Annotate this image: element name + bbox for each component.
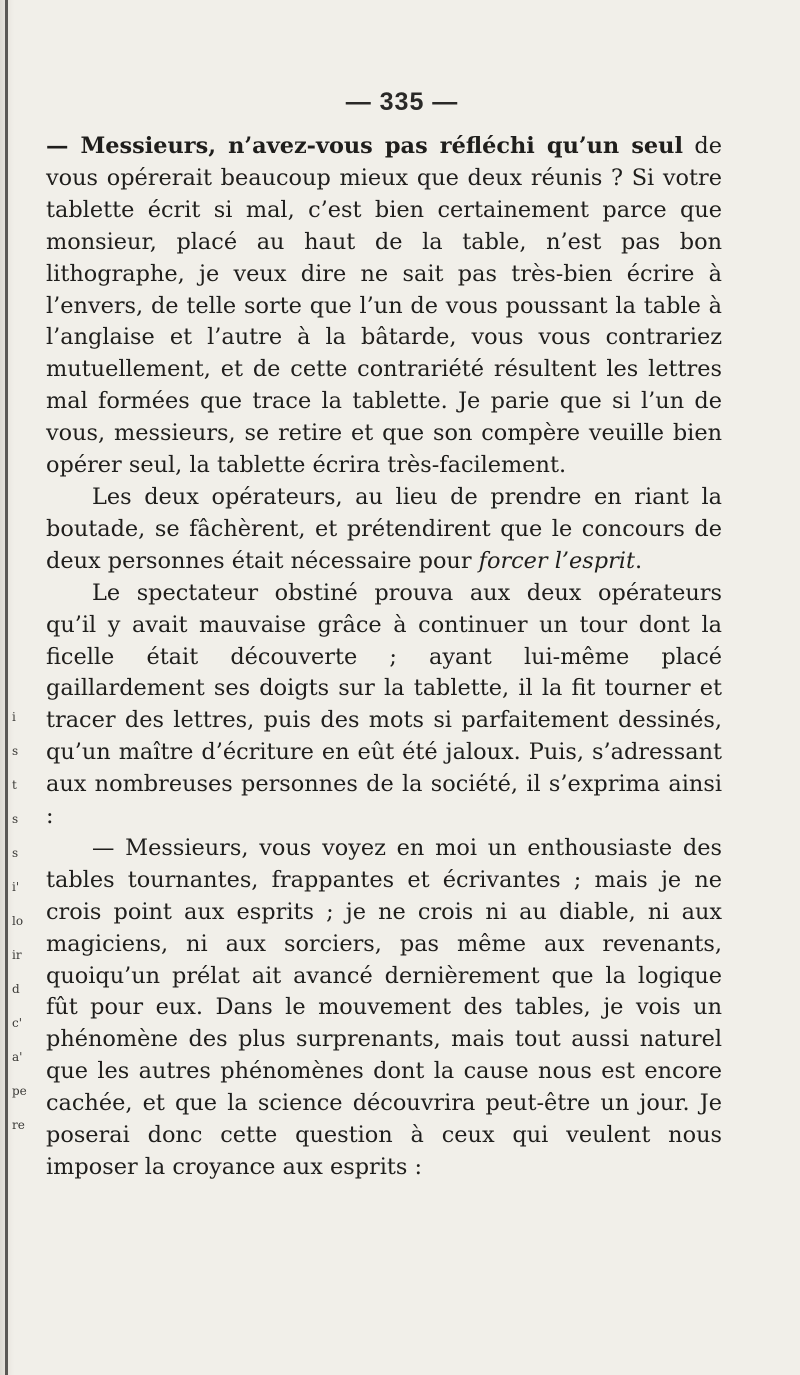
margin-fragment: i' <box>12 880 20 894</box>
paragraph-4 <box>46 833 722 1184</box>
margin-fragment: t <box>12 778 17 792</box>
margin-fragment: i <box>12 710 16 724</box>
margin-fragment: re <box>12 1118 25 1132</box>
margin-fragment: d <box>12 982 20 996</box>
paragraph-2-text: Les deux opérateurs, au lieu de prendre en riant la boutade, se fâchèrent, et prétendirent que le concours de deux personnes était nécessaire pour <box>46 483 722 574</box>
paragraph-3 <box>46 578 722 833</box>
margin-fragment: lo <box>12 914 24 928</box>
book-page <box>46 88 722 1184</box>
margin-fragment: c' <box>12 1016 23 1030</box>
paragraph-1 <box>46 131 722 482</box>
margin-fragment: pe <box>12 1084 27 1098</box>
paragraph-3-text: Le spectateur obstiné prouva aux deux opérateurs qu’il y avait mauvaise grâce à continuer un tour dont la ficelle était découverte ; ayant lui-même placé gaillardement ses doigts sur la tablette, il la fit tourner et tracer des lettres, puis des mots si parfaitement dessinés, qu’un maître d’écriture en eût été jaloux. Puis, s’adressant aux nombreuses personnes de la société, il s’exprima ainsi : <box>46 579 722 830</box>
margin-fragments <box>0 700 40 1220</box>
paragraph-1-lead: — Messieurs, n’avez-vous pas réfléchi qu’un seul <box>46 133 683 159</box>
paragraph-2-after: . <box>634 547 643 574</box>
margin-fragment: ir <box>12 948 22 962</box>
margin-fragment: s <box>12 846 19 860</box>
paragraph-2-italic: forcer l’esprit <box>478 547 635 574</box>
margin-fragment: s <box>12 812 19 826</box>
paragraph-2 <box>46 482 722 578</box>
paragraph-1-text: de vous opérerait beaucoup mieux que deux réunis ? Si votre tablette écrit si mal, c’est bien certainement parce que monsieur, placé au haut de la table, n’est pas bon lithographe, je veux dire ne sait pas très-bien écrire à l’envers, de telle sorte que l’un de vous poussant la table à l’anglaise et l’autre à la bâtarde, vous vous contrariez mutuellement, et de cette contrariété résultent les lettres mal formées que trace la tablette. Je parie que si l’un de vous, messieurs, se retire et que son compère veuille bien opérer seul, la tablette écrira très-facilement. <box>46 133 722 479</box>
body-text <box>46 131 722 1184</box>
margin-fragment: s <box>12 744 19 758</box>
margin-fragment: a' <box>12 1050 23 1064</box>
page-number: — 335 — <box>345 88 459 116</box>
paragraph-4-text: — Messieurs, vous voyez en moi un enthousiaste des tables tournantes, frappantes et écrivantes ; mais je ne crois point aux esprits ; je ne crois ni au diable, ni aux magiciens, ni aux sorciers, pas même aux revenants, quoiqu’un prélat ait avancé dernièrement que la logique fût pour eux. Dans le mouvement des tables, je vois un phénomène des plus surprenants, mais tout aussi naturel que les autres phénomènes dont la cause nous est encore cachée, et que la science découvrira peut-être un jour. Je poserai donc cette question à ceux qui veulent nous imposer la croyance aux esprits : <box>46 834 722 1180</box>
